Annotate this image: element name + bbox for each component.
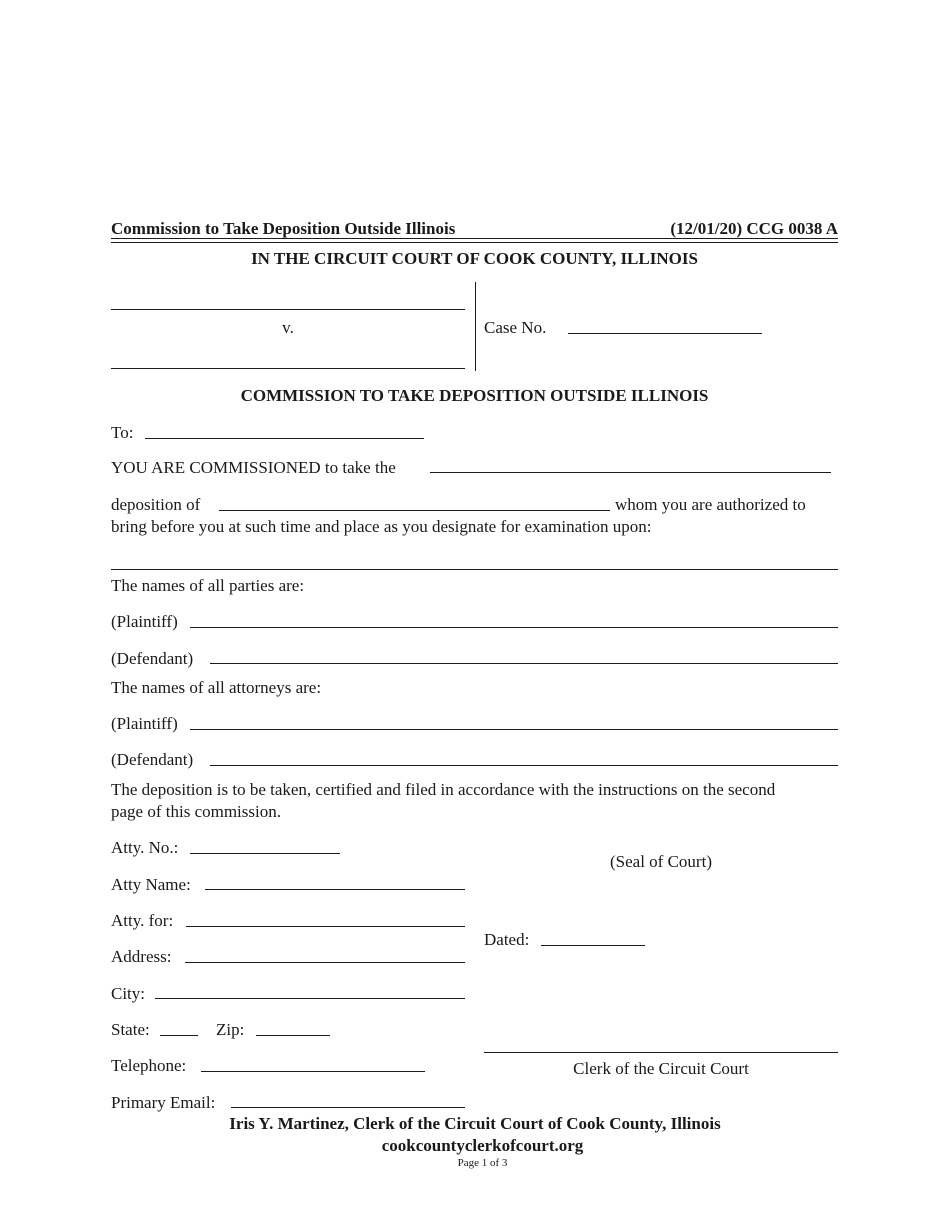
caption-divider	[475, 282, 476, 371]
attorney-defendant-field[interactable]	[210, 765, 838, 766]
clerk-label: Clerk of the Circuit Court	[573, 1059, 749, 1078]
form-code: (12/01/20) CCG 0038 A	[670, 219, 838, 238]
instructions-line2: page of this commission.	[111, 802, 281, 821]
header-rule-top	[111, 238, 838, 239]
address-field[interactable]	[185, 962, 465, 963]
case-no-label: Case No.	[484, 318, 547, 337]
zip-field[interactable]	[256, 1035, 330, 1036]
seal-of-court: (Seal of Court)	[610, 852, 712, 871]
zip-label: Zip:	[216, 1020, 245, 1039]
commissioned-text: YOU ARE COMMISSIONED to take the	[111, 458, 396, 477]
whom-text: whom you are authorized to	[615, 495, 806, 514]
atty-name-label: Atty Name:	[111, 875, 191, 894]
commissioned-field[interactable]	[430, 472, 831, 473]
dated-field[interactable]	[541, 945, 645, 946]
party-plaintiff-label: (Plaintiff)	[111, 612, 178, 631]
attorney-defendant-label: (Defendant)	[111, 750, 194, 769]
attorney-plaintiff-field[interactable]	[190, 729, 838, 730]
dated-label: Dated:	[484, 930, 530, 949]
page-number: Page 1 of 3	[457, 1157, 508, 1169]
parties-heading: The names of all parties are:	[111, 576, 305, 595]
footer-website: cookcountyclerkofcourt.org	[381, 1136, 584, 1155]
versus-text: v.	[282, 318, 294, 337]
atty-no-label: Atty. No.:	[111, 838, 179, 857]
party-defendant-field[interactable]	[210, 663, 838, 664]
address-label: Address:	[111, 947, 172, 966]
atty-for-label: Atty. for:	[111, 911, 174, 930]
deposition-of-label: deposition of	[111, 495, 201, 514]
to-field[interactable]	[145, 438, 424, 439]
city-field[interactable]	[155, 998, 465, 999]
atty-name-field[interactable]	[205, 889, 465, 890]
examination-field[interactable]	[111, 569, 838, 570]
court-heading: IN THE CIRCUIT COURT OF COOK COUNTY, ILLINOIS	[251, 249, 698, 268]
city-label: City:	[111, 984, 146, 1003]
party-defendant-label: (Defendant)	[111, 649, 194, 668]
case-no-field[interactable]	[568, 333, 762, 334]
bring-text: bring before you at such time and place as you designate for examination upon:	[111, 517, 652, 536]
telephone-field[interactable]	[201, 1071, 425, 1072]
plaintiff-caption-field[interactable]	[111, 309, 465, 310]
state-label: State:	[111, 1020, 150, 1039]
telephone-label: Telephone:	[111, 1056, 187, 1075]
form-title: Commission to Take Deposition Outside Illinois	[111, 219, 456, 238]
instructions-line1: The deposition is to be taken, certified and filed in accordance with the instructions on the second	[111, 780, 776, 799]
deponent-field[interactable]	[219, 510, 610, 511]
attorneys-heading: The names of all attorneys are:	[111, 678, 322, 697]
clerk-signature-field[interactable]	[484, 1052, 838, 1053]
atty-no-field[interactable]	[190, 853, 340, 854]
party-plaintiff-field[interactable]	[190, 627, 838, 628]
state-field[interactable]	[160, 1035, 198, 1036]
email-field[interactable]	[231, 1107, 465, 1108]
to-label: To:	[111, 423, 134, 442]
footer-clerk-name: Iris Y. Martinez, Clerk of the Circuit Court of Cook County, Illinois	[229, 1114, 721, 1133]
header-rule-bottom	[111, 242, 838, 243]
atty-for-field[interactable]	[186, 926, 465, 927]
email-label: Primary Email:	[111, 1093, 216, 1112]
defendant-caption-field[interactable]	[111, 368, 465, 369]
commission-title: COMMISSION TO TAKE DEPOSITION OUTSIDE ILLINOIS	[240, 386, 709, 405]
attorney-plaintiff-label: (Plaintiff)	[111, 714, 178, 733]
